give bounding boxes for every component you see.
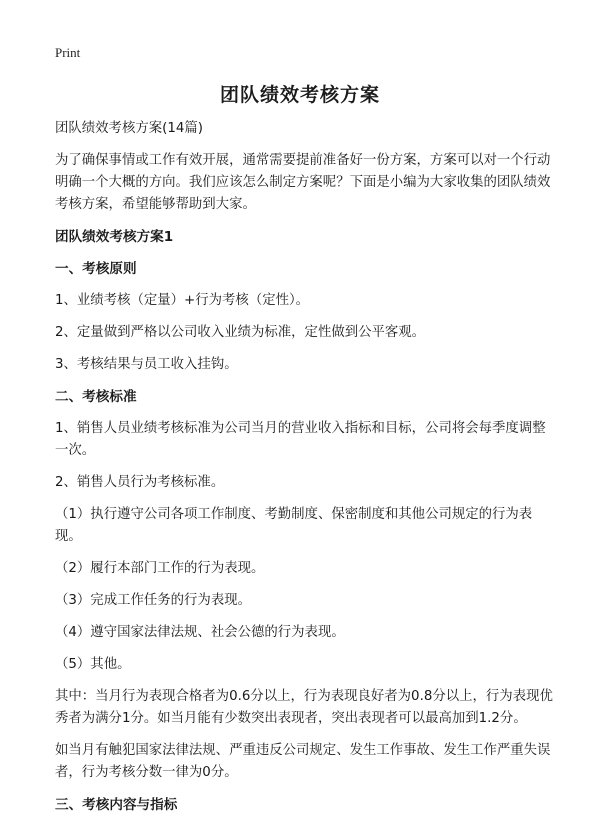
content-heading: 三、考核内容与指标 bbox=[55, 797, 178, 813]
section-title: 团队绩效考核方案1 bbox=[55, 229, 174, 245]
principle-item: 3、考核结果与员工收入挂钩。 bbox=[55, 357, 238, 372]
print-link[interactable]: Print bbox=[55, 45, 81, 60]
intro-paragraph: 为了确保事情或工作有效开展，通常需要提前准备好一份方案，方案可以对一个行动明确一个大概的方向。我们应该怎么制定方案呢？下面是小编为大家收集的团队绩效考核方案，希望能够帮助到大家。 bbox=[55, 153, 551, 212]
standard-item: （2）履行本部门工作的行为表现。 bbox=[55, 561, 265, 576]
standard-item: 2、销售人员行为考核标准。 bbox=[55, 475, 225, 490]
page-title: 团队绩效考核方案 bbox=[219, 84, 380, 106]
penalty-paragraph: 如当月有触犯国家法律法规、严重违反公司规定、发生工作事故、发生工作严重失误者，行为考核分数一律为0分。 bbox=[55, 743, 551, 780]
principles-heading: 一、考核原则 bbox=[55, 261, 137, 277]
standard-item: （4）遵守国家法律法规、社会公德的行为表现。 bbox=[55, 625, 345, 640]
standards-heading: 二、考核标准 bbox=[55, 389, 137, 405]
principle-item: 2、定量做到严格以公司收入业绩为标准，定性做到公平客观。 bbox=[55, 325, 426, 340]
scoring-paragraph: 其中：当月行为表现合格者为0.6分以上，行为表现良好者为0.8分以上，行为表现优秀者为满分1分。如当月能有少数突出表现者，突出表现者可以最高加到1.2分。 bbox=[55, 689, 553, 726]
document-body bbox=[55, 118, 555, 826]
document-subtitle: 团队绩效考核方案(14篇) bbox=[55, 121, 204, 136]
standard-item: （1）执行遵守公司各项工作制度、考勤制度、保密制度和其他公司规定的行为表现。 bbox=[55, 507, 533, 544]
principle-item: 1、业绩考核（定量）+行为考核（定性）。 bbox=[55, 293, 310, 308]
standard-item: 1、销售人员业绩考核标准为公司当月的营业收入指标和目标，公司将会每季度调整一次。 bbox=[55, 421, 546, 458]
standard-item: （5）其他。 bbox=[55, 657, 131, 672]
standard-item: （3）完成工作任务的行为表现。 bbox=[55, 593, 251, 608]
